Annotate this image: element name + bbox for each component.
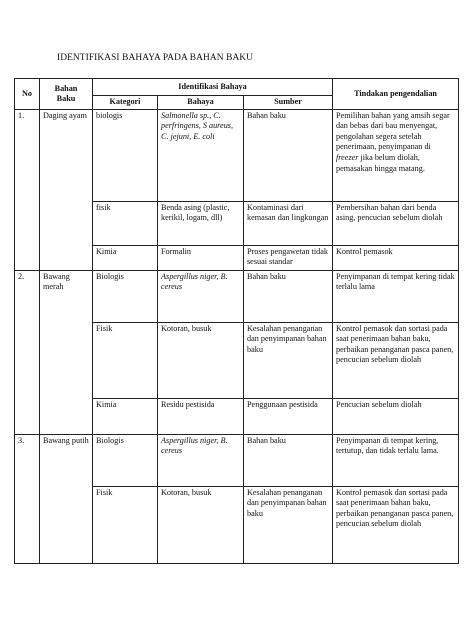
bahaya-cell: Salmonella sp., C. perfringens, S aureus, C. jejuni, E. coli	[158, 109, 244, 201]
sumber-cell: Kesalahan penanganan dan penyimpanan bahan baku	[244, 486, 333, 563]
tindakan-cell: Kontrol pemasok dan sortasi pada saat penerimaan bahan baku, perbaikan penanganan pasca panen, pencucian sebelum diolah	[333, 486, 459, 563]
sumber-cell: Proses pengawetan tidak sesuai standar	[244, 245, 333, 270]
bahaya-cell: Aspergillus niger, B. cereus	[158, 434, 244, 486]
sumber-cell: Kontaminasi dari kemasan dan lingkungan	[244, 201, 333, 245]
sumber-cell: Penggunaan pestisida	[244, 398, 333, 434]
header-bahan-baku	[40, 79, 93, 110]
table-row	[15, 434, 459, 486]
header-identifikasi-bahaya: Identifikasi Bahaya	[93, 79, 333, 96]
bahan-baku-cell: Bawang putih	[40, 434, 93, 563]
bahaya-cell: Aspergillus niger, B. cereus	[158, 270, 244, 322]
tindakan-cell: Penyimpanan di tempat kering, tertutup, dan tidak terlalu lama.	[333, 434, 459, 486]
header-bahan-baku-line2: Baku	[56, 93, 76, 103]
kategori-cell: Biologis	[93, 270, 158, 322]
header-kategori: Kategori	[93, 96, 158, 110]
kategori-cell: Fisik	[93, 322, 158, 398]
tindakan-cell: Pembersihan bahan dari benda asing, pencucian sebelum diolah	[333, 201, 459, 245]
kategori-cell: Biologis	[93, 434, 158, 486]
tindakan-cell	[333, 109, 459, 201]
sumber-cell: Bahan baku	[244, 109, 333, 201]
tindakan-cell: Kontrol pemasok dan sortasi pada saat penerimaan bahan baku, perbaikan penanganan pasca panen, pencucian sebelum diolah	[333, 322, 459, 398]
kategori-cell: biologis	[93, 109, 158, 201]
kategori-cell: Kimia	[93, 245, 158, 270]
kategori-cell: fisik	[93, 201, 158, 245]
sumber-cell: Kesalahan penanganan dan penyimpanan bahan baku	[244, 322, 333, 398]
document-title: IDENTIFIKASI BAHAYA PADA BAHAN BAKU	[57, 53, 254, 63]
tindakan-cell: Pencucian sebelum diolah	[333, 398, 459, 434]
header-tindakan-pengendalian: Tindakan pengendalian	[333, 79, 459, 110]
tindakan-cell: Kontrol pemasok	[333, 245, 459, 270]
bahaya-cell: Kotoran, busuk	[158, 486, 244, 563]
bahan-baku-cell: Daging ayam	[40, 109, 93, 270]
tindakan-cell: Penyimpanan di tempat kering tidak terlalu lama	[333, 270, 459, 322]
header-no: No	[15, 79, 40, 110]
sumber-cell: Bahan baku	[244, 434, 333, 486]
header-row-1	[15, 79, 459, 96]
header-bahan-baku-line1: Bahan	[54, 83, 78, 93]
bahaya-cell: Benda asing (plastic, kerikil, logam, dll)	[158, 201, 244, 245]
header-bahaya: Bahaya	[158, 96, 244, 110]
table-row	[15, 270, 459, 322]
sumber-cell: Bahan baku	[244, 270, 333, 322]
row-number: 2.	[15, 270, 40, 434]
bahan-baku-cell: Bawang merah	[40, 270, 93, 434]
kategori-cell: Kimia	[93, 398, 158, 434]
header-sumber: Sumber	[244, 96, 333, 110]
bahaya-cell: Residu pestisida	[158, 398, 244, 434]
table-row	[15, 109, 459, 201]
kategori-cell: Fisik	[93, 486, 158, 563]
row-number: 1.	[15, 109, 40, 270]
tindakan-text-a: Pemilihan bahan yang amsih segar dan bebas dari bau menyengat, pengolahan segera setelah penerimaan, penyimpanan di	[336, 110, 450, 152]
hazard-identification-table	[14, 78, 459, 564]
tindakan-text-b: jika belum diolah, pemasakan hingga matang.	[336, 152, 425, 173]
bahaya-cell: Kotoran, busuk	[158, 322, 244, 398]
bahaya-cell: Formalin	[158, 245, 244, 270]
row-number: 3.	[15, 434, 40, 563]
tindakan-text-italic: freezer	[336, 152, 359, 162]
